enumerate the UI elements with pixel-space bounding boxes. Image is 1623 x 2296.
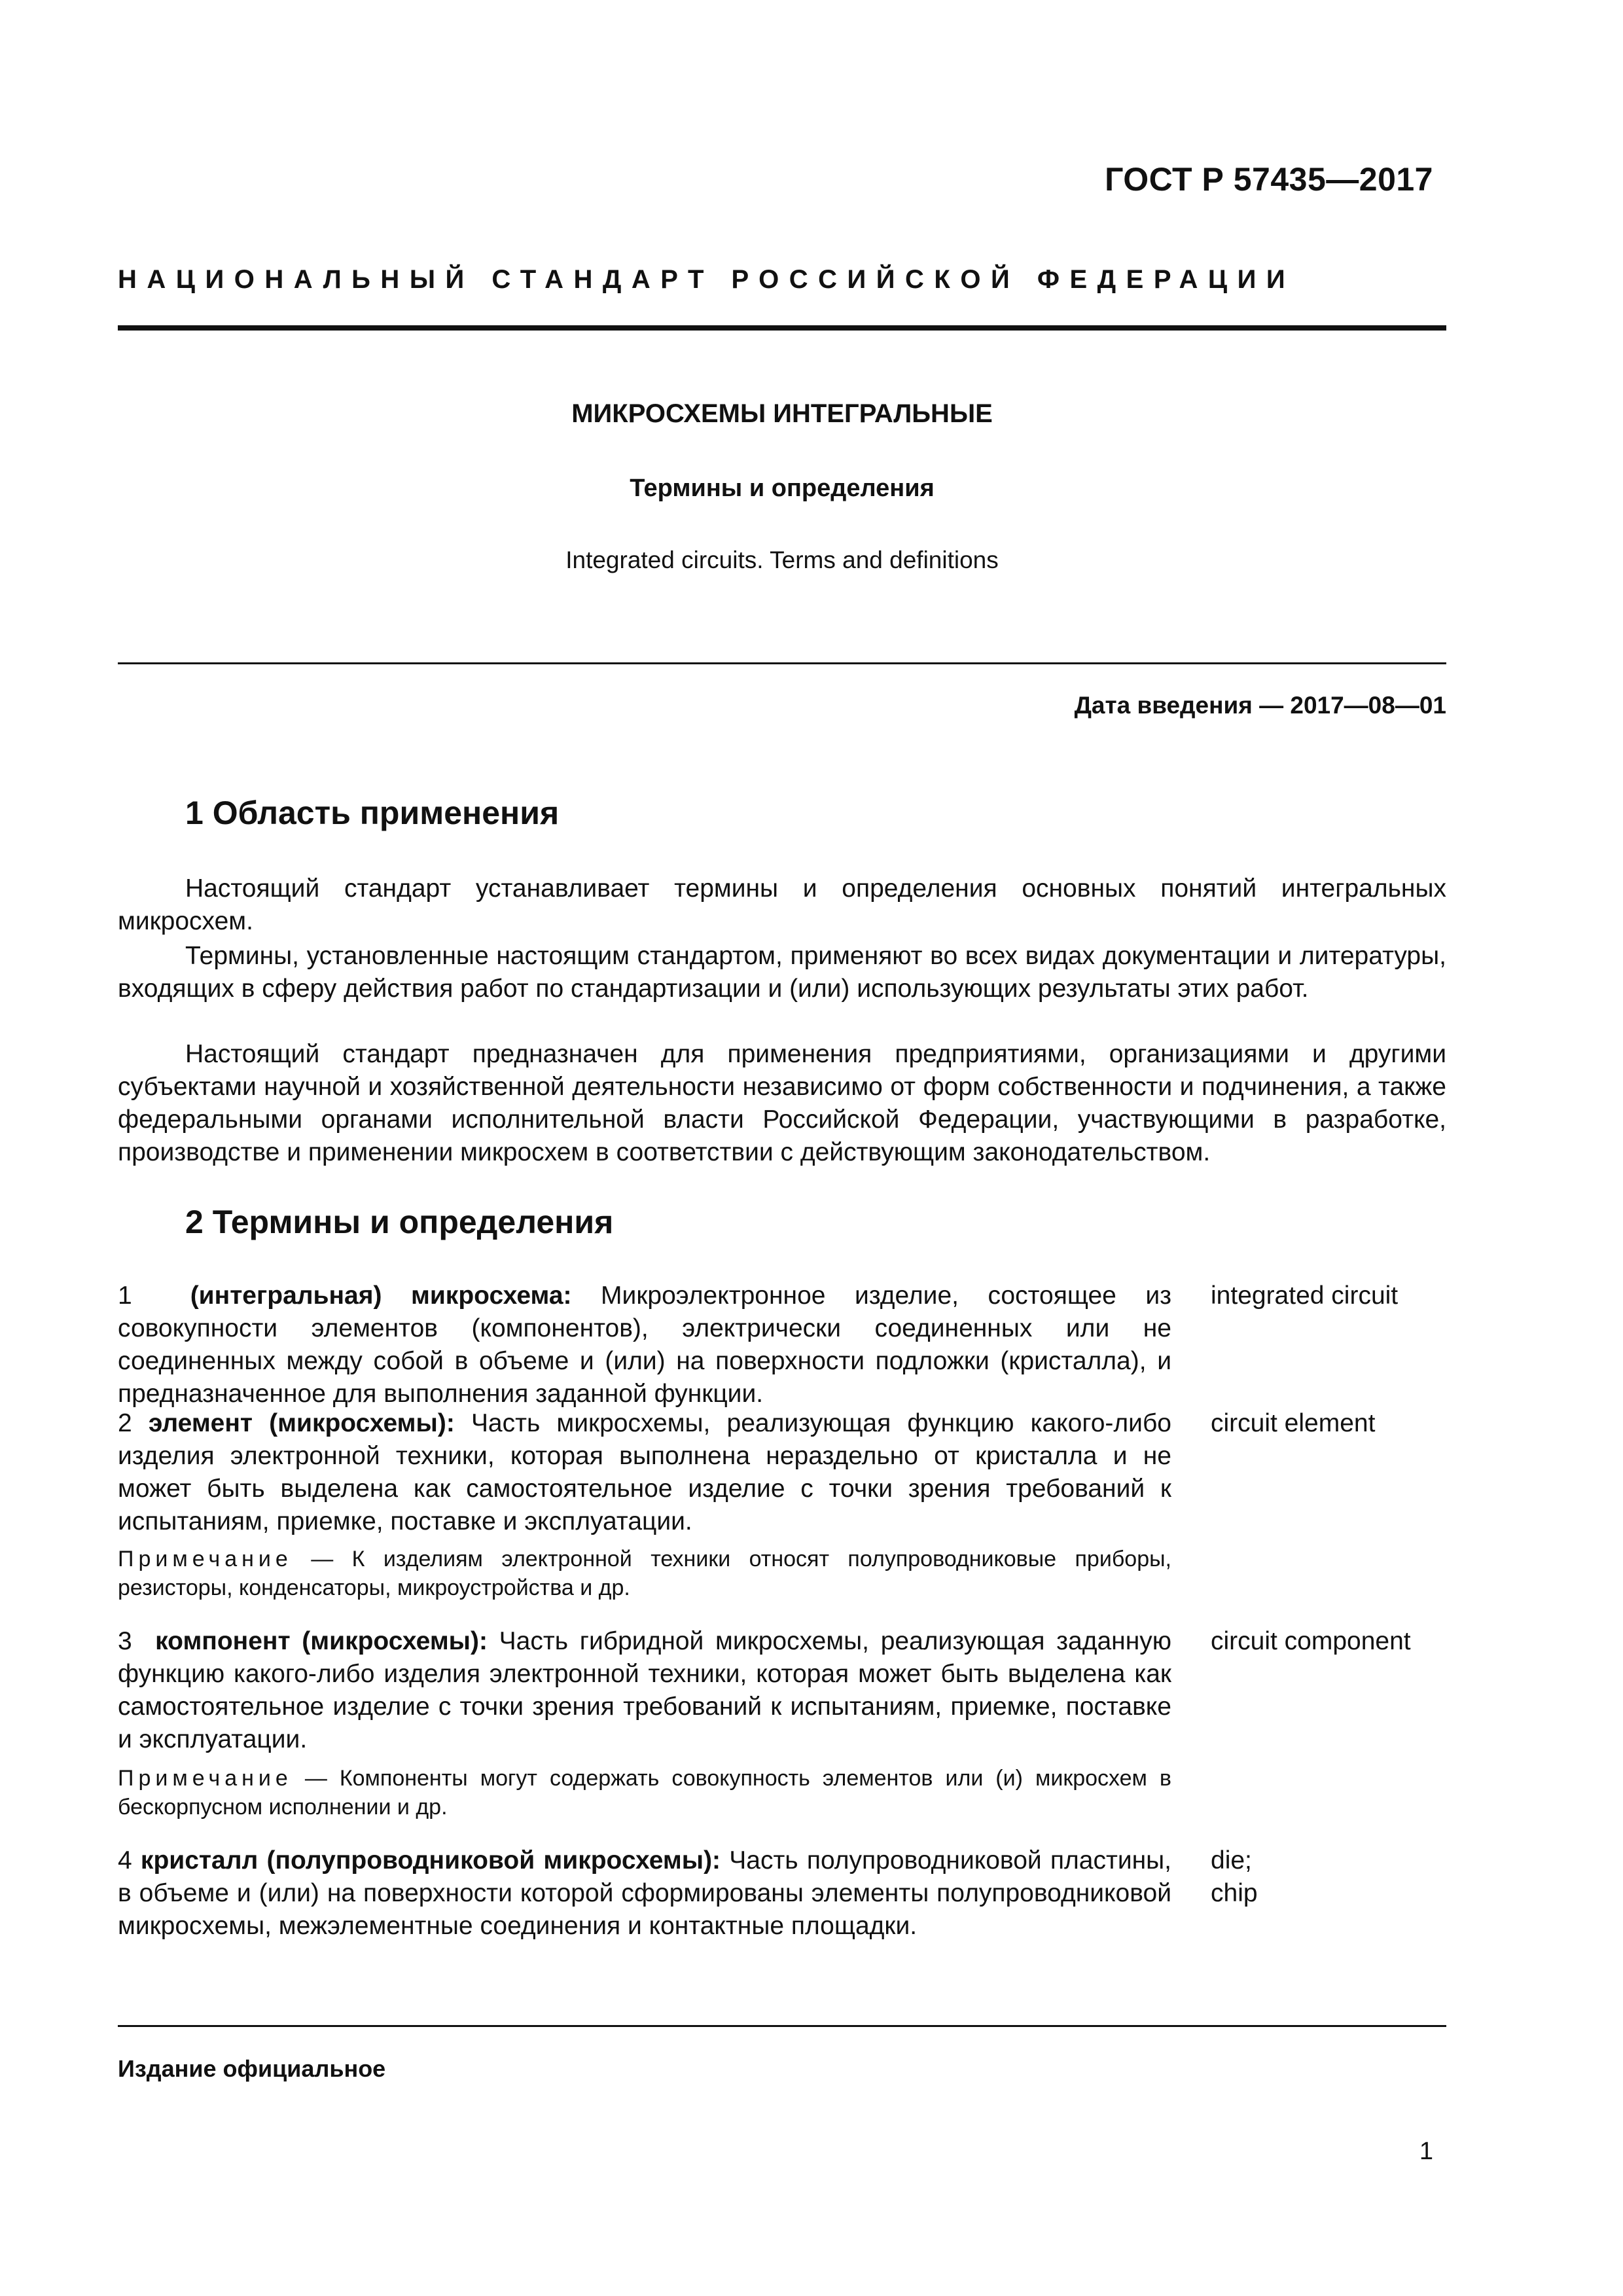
term-english: circuit component xyxy=(1211,1627,1411,1655)
note-text: — Компоненты могут содержать совокупность элементов или (и) микросхем в бескорпусном исполнении и др. xyxy=(118,1766,1171,1820)
document-title-en: Integrated circuits. Terms and definitions xyxy=(565,547,999,573)
document-title: МИКРОСХЕМЫ ИНТЕГРАЛЬНЫЕ xyxy=(571,399,993,428)
section-heading-terms: 2 Термины и определения xyxy=(185,1204,614,1240)
official-edition-label: Издание официальное xyxy=(118,2055,386,2082)
term-definition: Часть микросхемы, реализующая функцию какого-либо изделия электронной техники, которая выполнена нераздельно от кристалла и не может быть выделена как самостоятельное изделие с точки зрения требований к испытаниям, приемке, поставке и эксплуатации. xyxy=(118,1409,1171,1535)
term-number: 4 xyxy=(118,1846,132,1874)
term-name: элемент (микросхемы): xyxy=(148,1409,455,1437)
note-label: Примечание xyxy=(118,1766,293,1791)
introduction-date: Дата введения — 2017—08—01 xyxy=(1074,692,1446,719)
term-number: 1 xyxy=(118,1282,132,1310)
header-rule xyxy=(118,325,1446,331)
term-entry xyxy=(118,1844,1171,1943)
term-definition: Часть гибридной микросхемы, реализующая заданную функцию какого-либо изделия электронной техники, которая может быть выделена как самостоятельное изделие с точки зрения требований к испытаниям, приемке, поставке и эксплуатации. xyxy=(118,1627,1171,1753)
term-english: integrated circuit xyxy=(1211,1282,1399,1310)
term-note xyxy=(118,1764,1171,1821)
scope-paragraph: Настоящий стандарт устанавливает термины и определения основных понятий интегральных микросхем. xyxy=(118,874,1446,935)
scope-paragraph: Термины, установленные настоящим стандартом, применяют во всех видах документации и литературы, входящих в сферу действия работ по стандартизации и (или) использующих результаты этих работ. xyxy=(118,942,1446,1003)
note-label: Примечание xyxy=(118,1547,293,1571)
page-number: 1 xyxy=(1419,2138,1433,2165)
scope-paragraph: Настоящий стандарт предназначен для применения предприятиями, организациями и другими субъектами научной и хозяйственной деятельности независимо от форм собственности и подчинения, а также федеральными органами исполнительной власти Российской Федерации, участвующими в разработке, производстве и применении микросхем в соответствии с действующим законодательством. xyxy=(118,1040,1446,1166)
term-english-line: chip xyxy=(1211,1879,1258,1907)
term-english xyxy=(1211,1844,1446,1910)
footer-rule xyxy=(118,2025,1446,2027)
term-entry xyxy=(118,1280,1171,1410)
section-heading-scope: 1 Область применения xyxy=(185,795,560,831)
document-subtitle: Термины и определения xyxy=(630,475,935,502)
standard-code: ГОСТ Р 57435—2017 xyxy=(1105,161,1433,198)
term-number: 2 xyxy=(118,1409,132,1437)
title-rule xyxy=(118,662,1446,664)
term-definition: Часть полупроводниковой пластины, в объеме и (или) на поверхности которой сформированы элементы полупроводниковой микросхемы, межэлементные соединения и контактные площадки. xyxy=(118,1846,1172,1940)
term-name: компонент (микросхемы): xyxy=(155,1627,488,1655)
term-english: circuit element xyxy=(1211,1409,1376,1437)
note-text: — К изделиям электронной техники относят полупроводниковые приборы, резисторы, конденсаторы, микроустройства и др. xyxy=(118,1547,1171,1600)
term-note xyxy=(118,1545,1171,1602)
term-name: (интегральная) микросхема: xyxy=(190,1282,572,1310)
term-name: кристалл (полупроводниковой микросхемы): xyxy=(140,1846,721,1874)
term-english-line: die; xyxy=(1211,1846,1252,1874)
term-entry xyxy=(118,1625,1171,1756)
term-entry xyxy=(118,1407,1171,1538)
term-number: 3 xyxy=(118,1627,132,1655)
national-standard-line: НАЦИОНАЛЬНЫЙ СТАНДАРТ РОССИЙСКОЙ ФЕДЕРАЦИИ xyxy=(118,265,1296,294)
term-definition: Микроэлектронное изделие, состоящее из совокупности элементов (компонентов), электрически соединенных или не соединенных между собой в объеме и (или) на поверхности подложки (кристалла), и предназначенное для выполнения заданной функции. xyxy=(118,1282,1172,1408)
